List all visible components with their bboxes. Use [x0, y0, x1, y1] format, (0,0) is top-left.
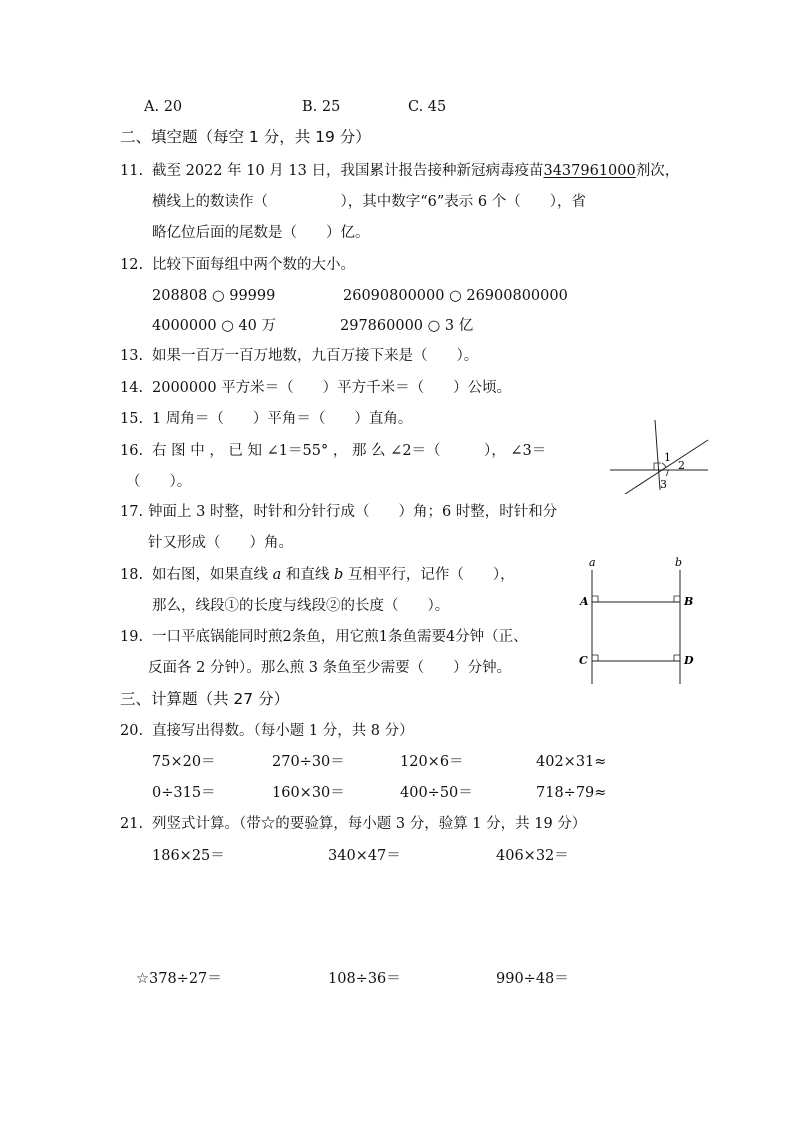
compare-circle[interactable]: ○	[427, 318, 441, 334]
angle-label-1: 1	[664, 451, 671, 464]
q20-number: 20.	[120, 723, 144, 739]
q17-line-2: 针又形成（ ）角。	[148, 535, 293, 551]
q18-line-1	[152, 568, 515, 583]
oral-calc-item: 160×30＝	[272, 785, 345, 801]
vertical-calc-item: 406×32＝	[496, 848, 569, 864]
oral-calc-item: 0÷315＝	[152, 785, 216, 801]
angle-label-3: 3	[660, 478, 667, 491]
q19-number: 19.	[120, 629, 144, 645]
compare-3-right: 40 万	[238, 318, 277, 334]
compare-circle[interactable]: ○	[449, 288, 462, 304]
q16-line-2: （ ）。	[126, 474, 192, 490]
right-angle-mark	[654, 463, 661, 470]
compare-1	[152, 289, 275, 304]
option-c: C. 45	[408, 99, 447, 115]
figure-label-a: a	[589, 556, 596, 569]
right-angle-mark	[674, 596, 680, 602]
q12-number: 12.	[120, 257, 144, 273]
vertical-calc-item: 186×25＝	[152, 848, 225, 864]
q20-text: 直接写出得数。（每小题 1 分，共 8 分）	[152, 723, 414, 739]
q17-number: 17.	[120, 504, 144, 520]
right-angle-mark	[674, 655, 680, 661]
line-a-label: a	[272, 567, 282, 583]
section-2-title: 二、填空题（每空 1 分，共 19 分）	[120, 128, 371, 146]
q11-line-2: 横线上的数读作（ ），其中数字“6”表示 6 个（ ），省	[152, 194, 586, 210]
line-b-label: b	[333, 567, 344, 583]
q21-number: 21.	[120, 816, 144, 832]
compare-4-right: 3 亿	[444, 318, 474, 334]
compare-4	[340, 319, 473, 334]
compare-2-left: 26090800000	[343, 288, 445, 304]
angle-arc-2	[666, 470, 668, 476]
compare-2	[343, 289, 568, 304]
figure-label-b: b	[675, 556, 683, 569]
q11-line-1	[152, 164, 679, 179]
option-b: B. 25	[302, 99, 341, 115]
q11-vaccine-number: 3437961000	[543, 163, 636, 179]
q11-number: 11.	[120, 163, 144, 179]
q19-line-1: 一口平底锅能同时煎2条鱼，用它煎1条鱼需要4分钟（正、	[152, 629, 528, 645]
q14-text: 2000000 平方米＝（ ）平方千米＝（ ）公顷。	[152, 380, 512, 396]
oral-calc-item: 120×6＝	[400, 754, 464, 770]
q18-line1-mid: 和直线	[281, 567, 334, 583]
right-angle-mark	[592, 596, 598, 602]
compare-1-right: 99999	[229, 288, 276, 304]
q11-line1-post: 剂次，	[635, 163, 680, 179]
q13-number: 13.	[120, 348, 144, 364]
vertical-calc-item: 108÷36＝	[328, 971, 401, 987]
vertical-calc-item: 990÷48＝	[496, 971, 569, 987]
angle-figure	[608, 418, 714, 494]
vertical-calc-item: 340×47＝	[328, 848, 401, 864]
compare-3-left: 4000000	[152, 318, 217, 334]
oral-calc-item: 402×31≈	[536, 754, 607, 770]
q11-line1-pre: 截至 2022 年 10 月 13 日，我国累计报告接种新冠病毒疫苗	[152, 163, 544, 179]
point-label-A: A	[580, 595, 589, 608]
q17-line-1: 钟面上 3 时整，时针和分针行成（ ）角；6 时整，时针和分	[148, 504, 558, 520]
right-angle-mark	[592, 655, 598, 661]
compare-circle[interactable]: ○	[221, 318, 234, 334]
parallel-lines-figure	[572, 556, 698, 686]
q18-number: 18.	[120, 567, 144, 583]
point-label-C: C	[579, 654, 588, 667]
point-label-D: D	[684, 654, 694, 667]
compare-1-left: 208808	[152, 288, 208, 304]
q19-line-2: 反面各 2 分钟）。那么煎 3 条鱼至少需要（ ）分钟。	[148, 660, 512, 676]
compare-4-left: 297860000	[340, 318, 424, 334]
q15-number: 15.	[120, 411, 144, 427]
oral-calc-item: 75×20＝	[152, 754, 216, 770]
q21-text: 列竖式计算。（带☆的要验算，每小题 3 分，验算 1 分，共 19 分）	[152, 816, 587, 832]
q11-line-3: 略亿位后面的尾数是（ ）亿。	[152, 225, 370, 241]
compare-circle[interactable]: ○	[211, 288, 225, 304]
q12-text: 比较下面每组中两个数的大小。	[152, 257, 355, 273]
q15-text: 1 周角＝（ ）平角＝（ ）直角。	[152, 411, 413, 427]
q18-line1-pre: 如右图，如果直线	[152, 567, 273, 583]
q18-line-2: 那么，线段①的长度与线段②的长度（ ）。	[152, 598, 450, 614]
q18-line1-post: 互相平行，记作（ ），	[343, 567, 515, 583]
q13-text: 如果一百万一百万地数，九百万接下来是（ ）。	[152, 348, 479, 364]
oral-calc-item: 270÷30＝	[272, 754, 345, 770]
compare-3	[152, 319, 276, 334]
section-3-title: 三、计算题（共 27 分）	[120, 690, 290, 708]
compare-2-right: 26900800000	[466, 288, 568, 304]
q16-number: 16.	[120, 443, 144, 459]
point-label-B: B	[684, 595, 694, 608]
oral-calc-item: 718÷79≈	[536, 785, 607, 801]
vertical-calc-item: ☆378÷27＝	[136, 971, 222, 987]
option-a: A. 20	[144, 99, 183, 115]
oral-calc-item: 400÷50＝	[400, 785, 473, 801]
q14-number: 14.	[120, 380, 144, 396]
angle-label-2: 2	[678, 459, 685, 472]
q16-line-1: 右 图 中 ， 已 知 ∠1＝55° ， 那 么 ∠2＝（ ）， ∠3＝	[152, 443, 547, 459]
